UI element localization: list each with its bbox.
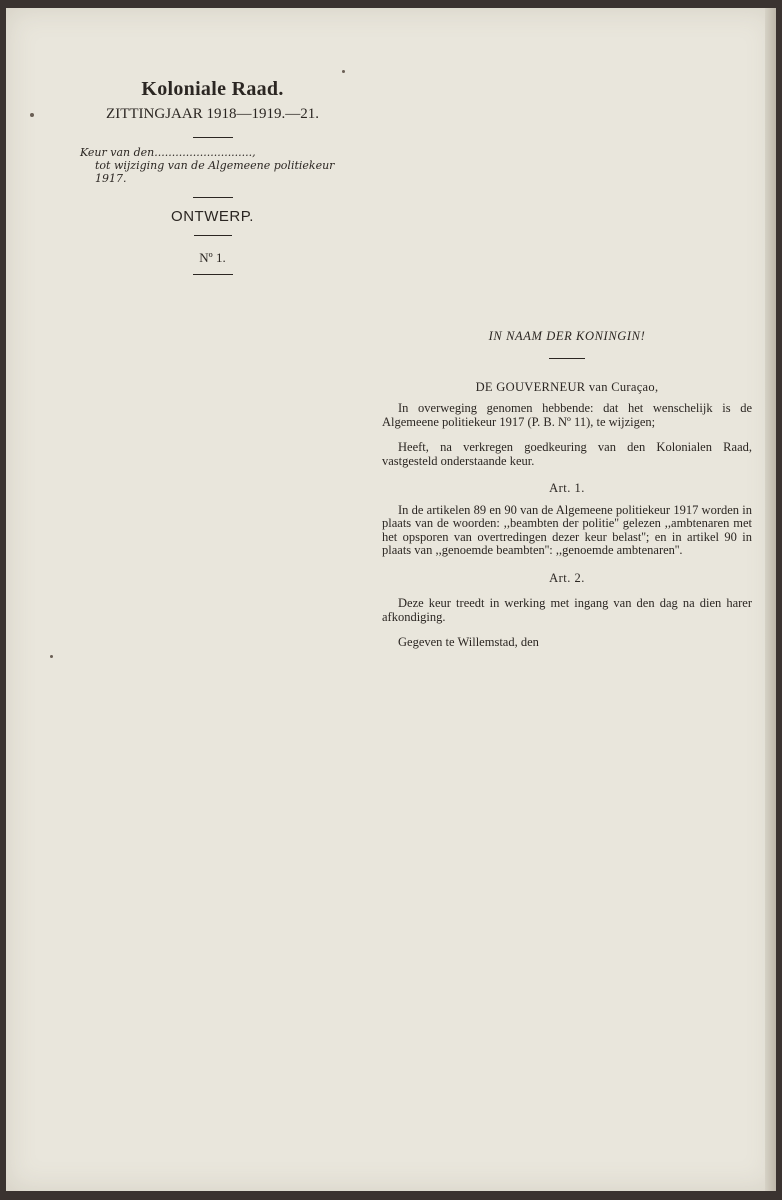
keur-subject xyxy=(80,146,345,185)
divider-rule xyxy=(549,358,585,359)
consideration-paragraph: In overweging genomen hebbende: dat het wenschelijk is de Algemeene politiekeur 1917 (P. B. Nº 11), te wijzigen; xyxy=(382,401,752,429)
article-heading: Art. 2. xyxy=(549,570,585,585)
speck-mark xyxy=(30,113,34,117)
speck-mark xyxy=(342,70,345,73)
council-title: Koloniale Raad. xyxy=(141,78,284,100)
document-type: ONTWERP. xyxy=(171,208,254,225)
page-edge xyxy=(765,8,776,1191)
keur-line: tot wijziging van de Algemeene politiekeur xyxy=(95,159,335,172)
decree-body xyxy=(382,330,752,650)
divider-rule xyxy=(194,235,232,236)
speck-mark xyxy=(50,655,53,658)
divider-rule xyxy=(193,274,233,275)
article-text: Deze keur treedt in werking met ingang van den dag na dien harer afkondiging. xyxy=(382,596,752,624)
divider-rule xyxy=(193,197,233,198)
document-header xyxy=(80,78,345,275)
keur-line: Keur van den............................, xyxy=(80,146,256,159)
approval-paragraph: Heeft, na verkregen goedkeuring van den Kolonialen Raad, vastgesteld onderstaande keur. xyxy=(382,440,752,468)
article-heading: Art. 1. xyxy=(549,481,585,495)
document-number: Nº 1. xyxy=(199,250,226,265)
divider-rule xyxy=(193,137,233,138)
session-year: ZITTINGJAAR 1918—1919.—21. xyxy=(106,106,319,122)
closing-line: Gegeven te Willemstad, den xyxy=(398,635,539,649)
keur-line: 1917. xyxy=(95,172,127,185)
governor-line: DE GOUVERNEUR van Curaçao, xyxy=(475,379,659,394)
article-text: In de artikelen 89 en 90 van de Algemeene politiekeur 1917 worden in plaats van de woorden: ,,beambten der politie'' gelezen ,,ambtenaren met het opsporen van overtredingen dezer keur belast''; en in artikel 90 in plaats van ,,genoemde beambten'': ,,genoemde ambtenaren''. xyxy=(382,502,752,557)
invocation: IN NAAM DER KONINGIN! xyxy=(488,329,646,343)
